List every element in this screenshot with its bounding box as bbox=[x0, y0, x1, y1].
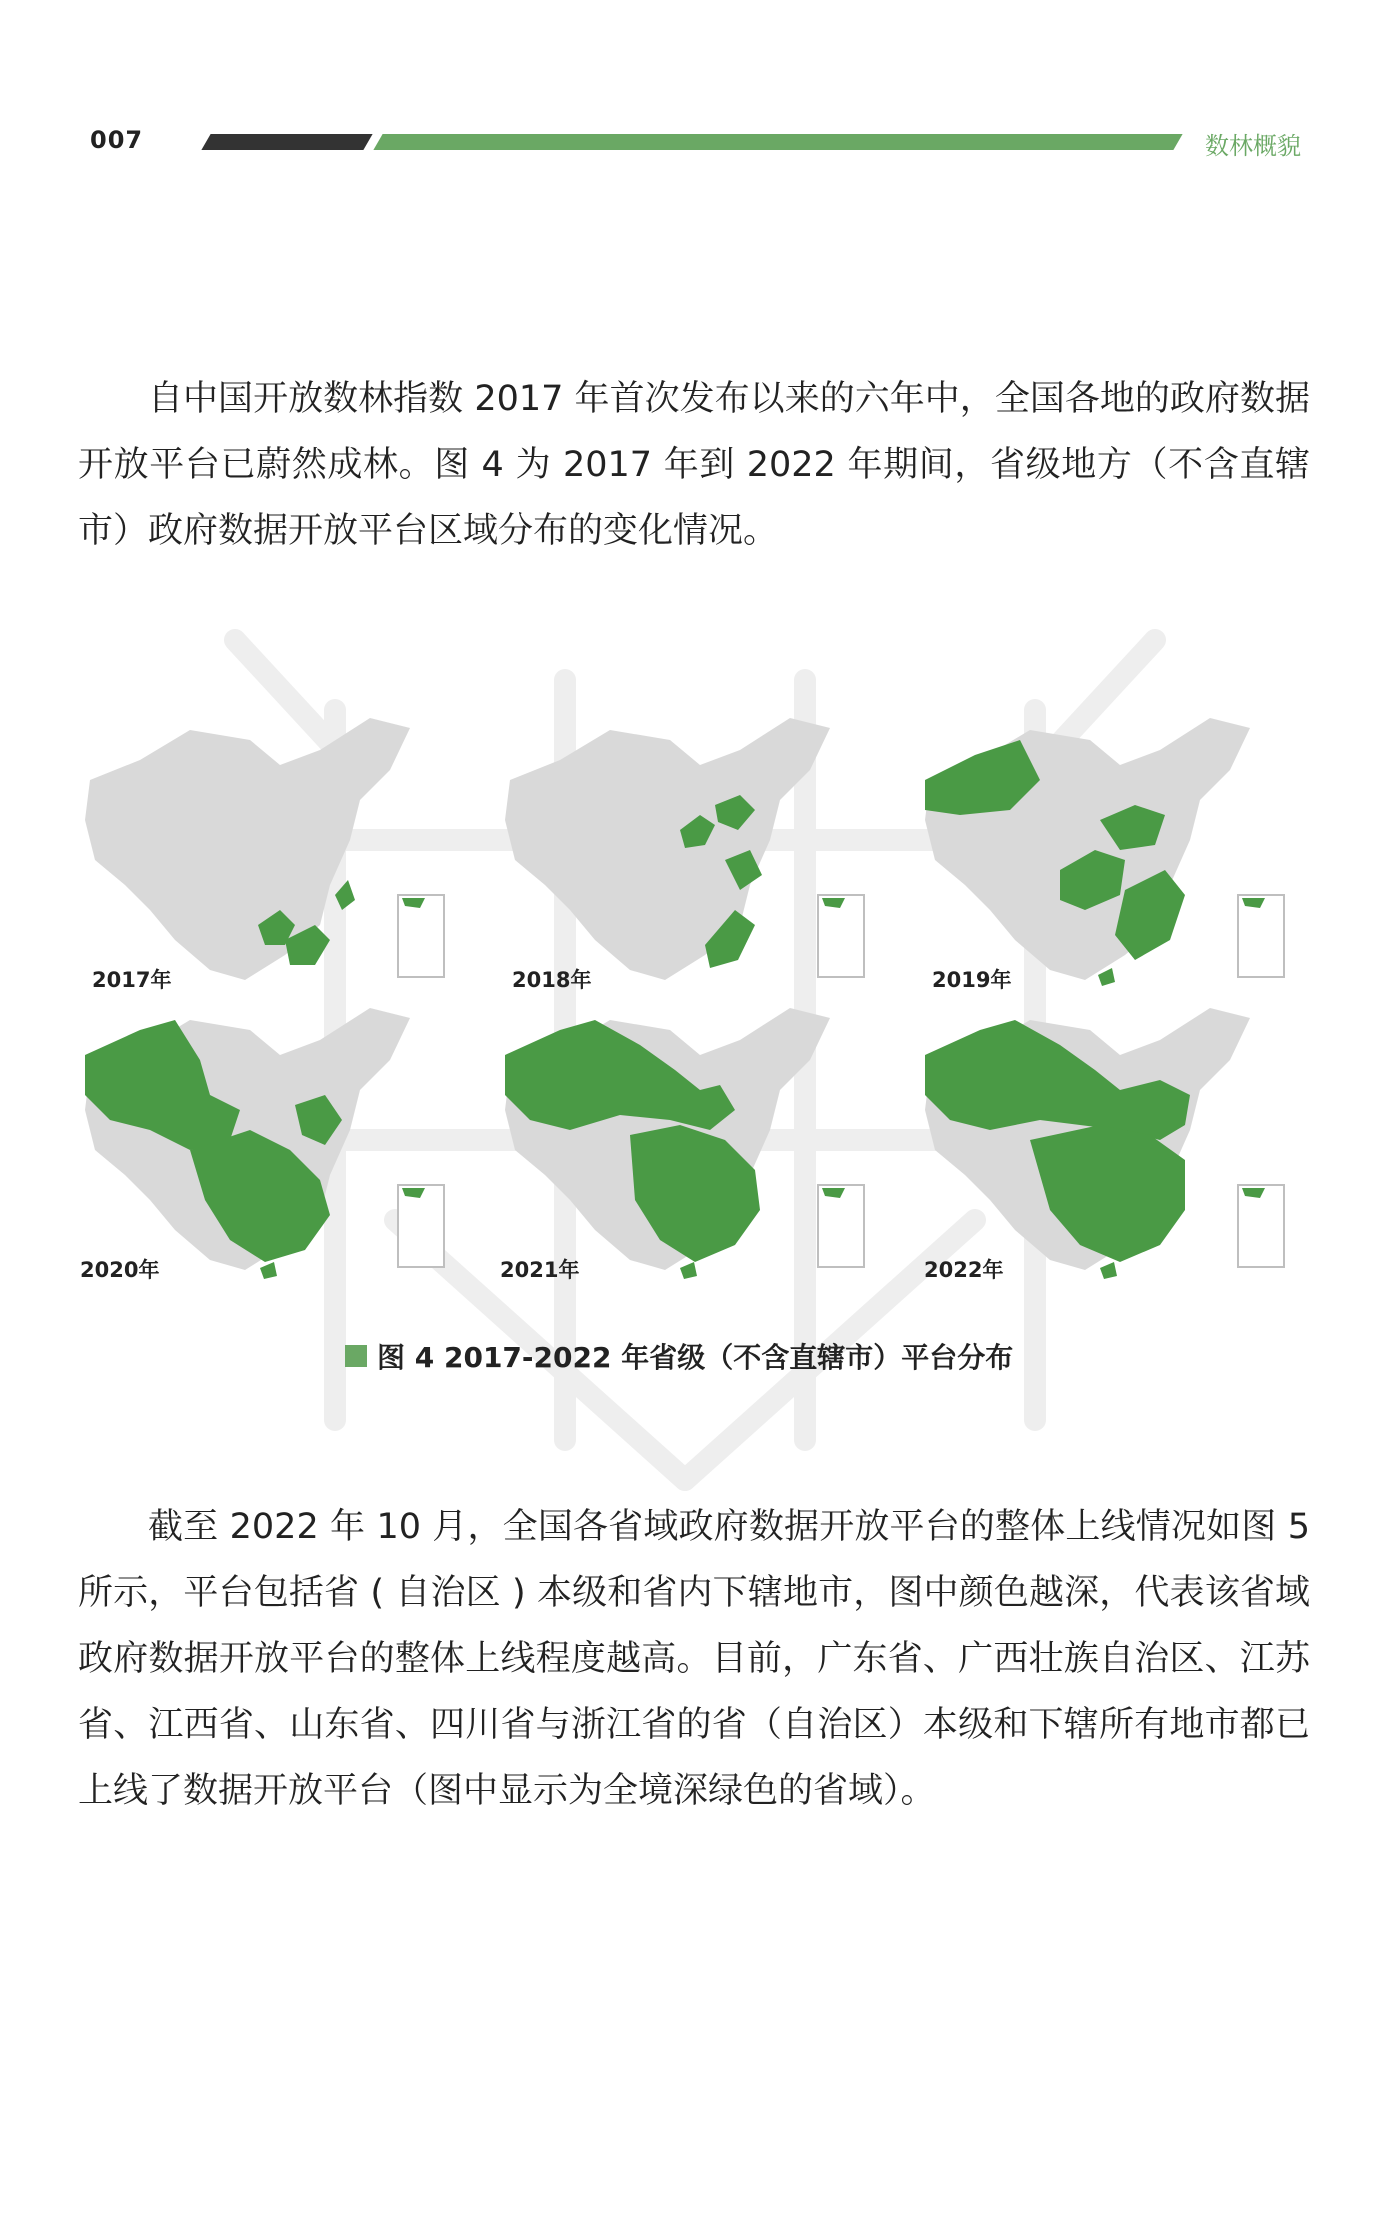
map-2020 bbox=[80, 1000, 490, 1280]
map-2022 bbox=[920, 1000, 1330, 1280]
caption-marker-icon bbox=[345, 1345, 367, 1367]
header-dark-bar bbox=[201, 134, 372, 150]
province-map-figure bbox=[80, 710, 1320, 1310]
china-map-2017 bbox=[80, 710, 480, 990]
map-year-label: 2021年 bbox=[500, 1258, 580, 1282]
china-map-2022 bbox=[920, 1000, 1320, 1280]
china-map-2019 bbox=[920, 710, 1320, 990]
status-paragraph bbox=[78, 1494, 1310, 1824]
map-2018 bbox=[500, 710, 910, 990]
page-number: 007 bbox=[90, 126, 144, 154]
map-year-label: 2019年 bbox=[932, 968, 1012, 992]
figure-caption bbox=[345, 1336, 1013, 1376]
map-2021 bbox=[500, 1000, 910, 1280]
section-title: 数林概貌 bbox=[1205, 132, 1301, 160]
caption-text: 图 4 2017-2022 年省级（不含直辖市）平台分布 bbox=[377, 1341, 1014, 1374]
china-map-2018 bbox=[500, 710, 900, 990]
intro-paragraph bbox=[78, 366, 1310, 564]
map-year-label: 2022年 bbox=[924, 1258, 1004, 1282]
china-map-2021 bbox=[500, 1000, 900, 1280]
paragraph-text: 截至 2022 年 10 月，全国各省域政府数据开放平台的整体上线情况如图 5 所示，平台包括省 ( 自治区 ) 本级和省内下辖地市，图中颜色越深，代表该省域政府数据开放平台的整体上线程度越高。目前，广东省、广西壮族自治区、江苏省、江西省、山东省、四川省与浙江省的省（自治区）本级和下辖所有地市都已上线了数据开放平台（图中显示为全境深绿色的省域）。 bbox=[78, 1507, 1310, 1811]
map-year-label: 2018年 bbox=[512, 968, 592, 992]
map-year-label: 2020年 bbox=[80, 1258, 160, 1282]
paragraph-text: 自中国开放数林指数 2017 年首次发布以来的六年中，全国各地的政府数据开放平台已蔚然成林。图 4 为 2017 年到 2022 年期间，省级地方（不含直辖市）政府数据开放平台区域分布的变化情况。 bbox=[78, 379, 1310, 551]
china-map-2020 bbox=[80, 1000, 480, 1280]
map-year-label: 2017年 bbox=[92, 968, 172, 992]
page-header bbox=[0, 0, 1400, 200]
map-2017 bbox=[80, 710, 490, 990]
map-2019 bbox=[920, 710, 1330, 990]
header-green-bar bbox=[373, 134, 1182, 150]
